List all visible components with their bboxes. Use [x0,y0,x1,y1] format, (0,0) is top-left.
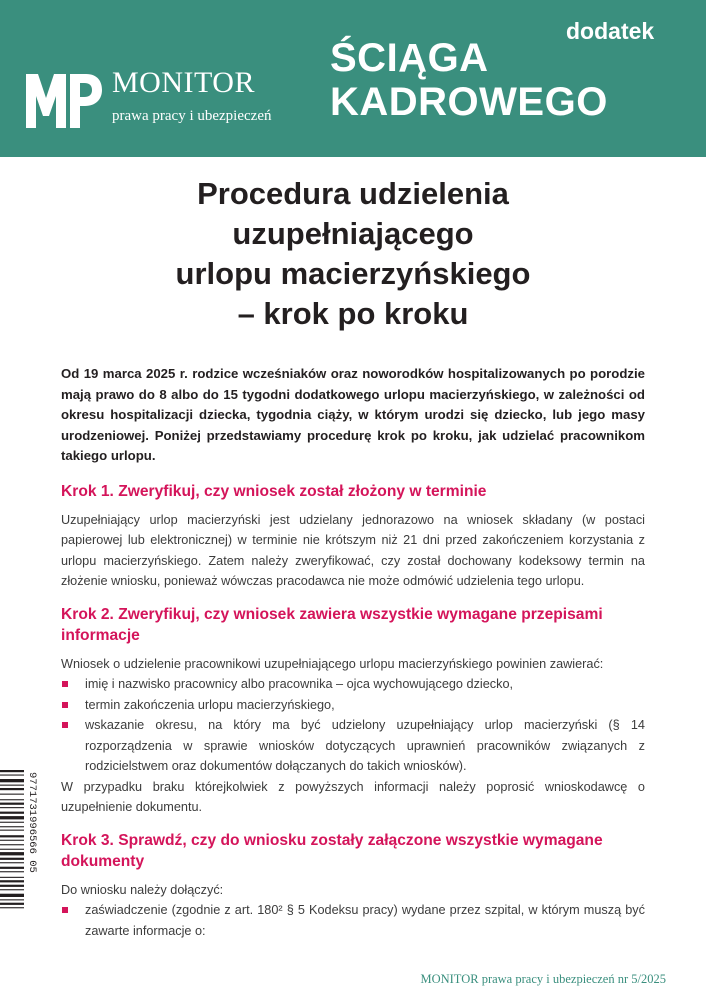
barcode-bar [0,812,24,814]
step-2-heading: Krok 2. Zweryfikuj, czy wniosek zawiera wszystkie wymagane przepisami informacje [61,605,603,644]
barcode-bar [0,779,24,782]
barcode-bar [0,770,24,772]
step-2-body: Wniosek o udzielenie pracownikowi uzupełniającego urlopu macierzyńskiego powinien zawierać: [61,656,604,671]
barcode-bar [0,844,24,845]
step-2-after: W przypadku braku którejkolwiek z powyższych informacji należy poprosić wnioskodawcę o uzupełnienie dokumentu. [61,779,645,814]
barcode-bar [0,903,24,905]
list-item [61,674,645,695]
page-title-line: Procedura udzielenia [197,176,509,211]
barcode-bar [0,867,24,869]
barcode-bar [0,816,24,819]
mp-logo-icon [24,68,104,130]
step-1-body: Uzupełniający urlop macierzyński jest udzielany jednorazowo na wniosek składany (w postaci papierowej lub elektronicznej) w terminie nie krótszym niż 21 dni przed zakończeniem korzystania z urlopu macierzyńskiego. Zatem należy zweryfikować, czy został dochowany kodeksowy termin na złożenie wniosku, ponieważ wówczas pracodawca nie może odmówić udzielenia tego urlopu. [61,512,645,588]
step-2-list [61,674,645,777]
barcode-bar [0,880,24,882]
barcode-number-text: 9771731996566 05 [26,772,38,873]
square-bullet-icon [62,681,68,687]
barcode-bar [0,889,24,890]
barcode-number [26,772,40,936]
step-3-list [61,900,645,941]
series-title [330,36,608,124]
barcode-bar [0,862,24,863]
page-footer: MONITOR prawa pracy i ubezpieczeń nr 5/2025 [420,972,666,986]
monitor-logo [24,68,272,130]
logo-subtitle: prawa pracy i ubezpieczeń [112,108,272,124]
square-bullet-icon [62,702,68,708]
list-item-text: imię i nazwisko pracownicy albo pracownika – ojca wychowującego dziecko, [85,677,514,691]
page-title-line: – krok po kroku [237,296,469,331]
barcode-bar [0,799,24,800]
barcode-bar [0,852,24,855]
square-bullet-icon [62,722,68,728]
barcode-bar [0,822,24,823]
barcode-bar [0,807,24,808]
barcode-bar [0,871,24,872]
list-item-text: termin zakończenia urlopu macierzyńskiego, [85,697,335,712]
step-3-body: Do wniosku należy dołączyć: [61,882,224,897]
barcode-bar [0,826,24,827]
page-title [60,174,646,334]
barcode-bar [0,885,24,887]
list-item-text: zaświadczenie (zgodnie z art. 180² § 5 Kodeksu pracy) wydane przez szpital, w którym muszą być zawarte informacje o: [85,903,645,938]
barcode-bar [0,775,24,776]
square-bullet-icon [62,907,68,913]
barcode-bar [0,788,24,790]
barcode-bar [0,877,24,878]
list-item [61,715,645,777]
series-title-line: KADROWEGO [330,80,608,124]
barcode-bar [0,835,24,837]
logo-name: MONITOR [112,66,255,99]
barcode-bar [0,849,24,850]
barcode-bar [0,794,24,795]
article-content [61,364,645,941]
barcode-bar [0,907,24,908]
series-title-line: ŚCIĄGA [330,36,489,80]
intro-paragraph: Od 19 marca 2025 r. rodzice wcześniaków oraz noworodków hospitalizowanych po porodzie mają prawo do 8 albo do 15 tygodni dodatkowego urlopu macierzyńskiego, w zależności od okresu hospitalizacji dziecka, tygodnia ciąży, w którym urodzi się dziecko, lub jego masy urodzeniowej. Poniżej przedstawiamy procedurę krok po kroku, jak udzielać pracownikom takiego urlopu. [61,366,645,463]
header-band [0,0,706,157]
barcode-bar [0,840,24,841]
barcode-bar [0,785,24,786]
list-item [61,695,645,716]
barcode-bar [0,899,24,900]
list-item-text: wskazanie okresu, na który ma być udzielony uzupełniający urlop macierzyński (§ 14 rozporządzenia w sprawie wniosków dotyczących uprawnień pracowników związanych z rodzicielstwem oraz dokumentów dołączanych do takich wniosków). [85,718,645,773]
list-item [61,900,645,941]
supplement-badge: dodatek [566,18,655,44]
barcode-bar [0,858,24,860]
step-3-heading: Krok 3. Sprawdź, czy do wniosku zostały załączone wszystkie wymagane dokumenty [61,831,603,870]
barcode-bar [0,803,24,805]
barcode-bar [0,830,24,831]
barcode-bar [0,894,24,897]
step-1-heading: Krok 1. Zweryfikuj, czy wniosek został złożony w terminie [61,482,487,500]
page-title-line: urlopu macierzyńskiego [175,256,531,291]
page-title-line: uzupełniającego [232,216,474,251]
